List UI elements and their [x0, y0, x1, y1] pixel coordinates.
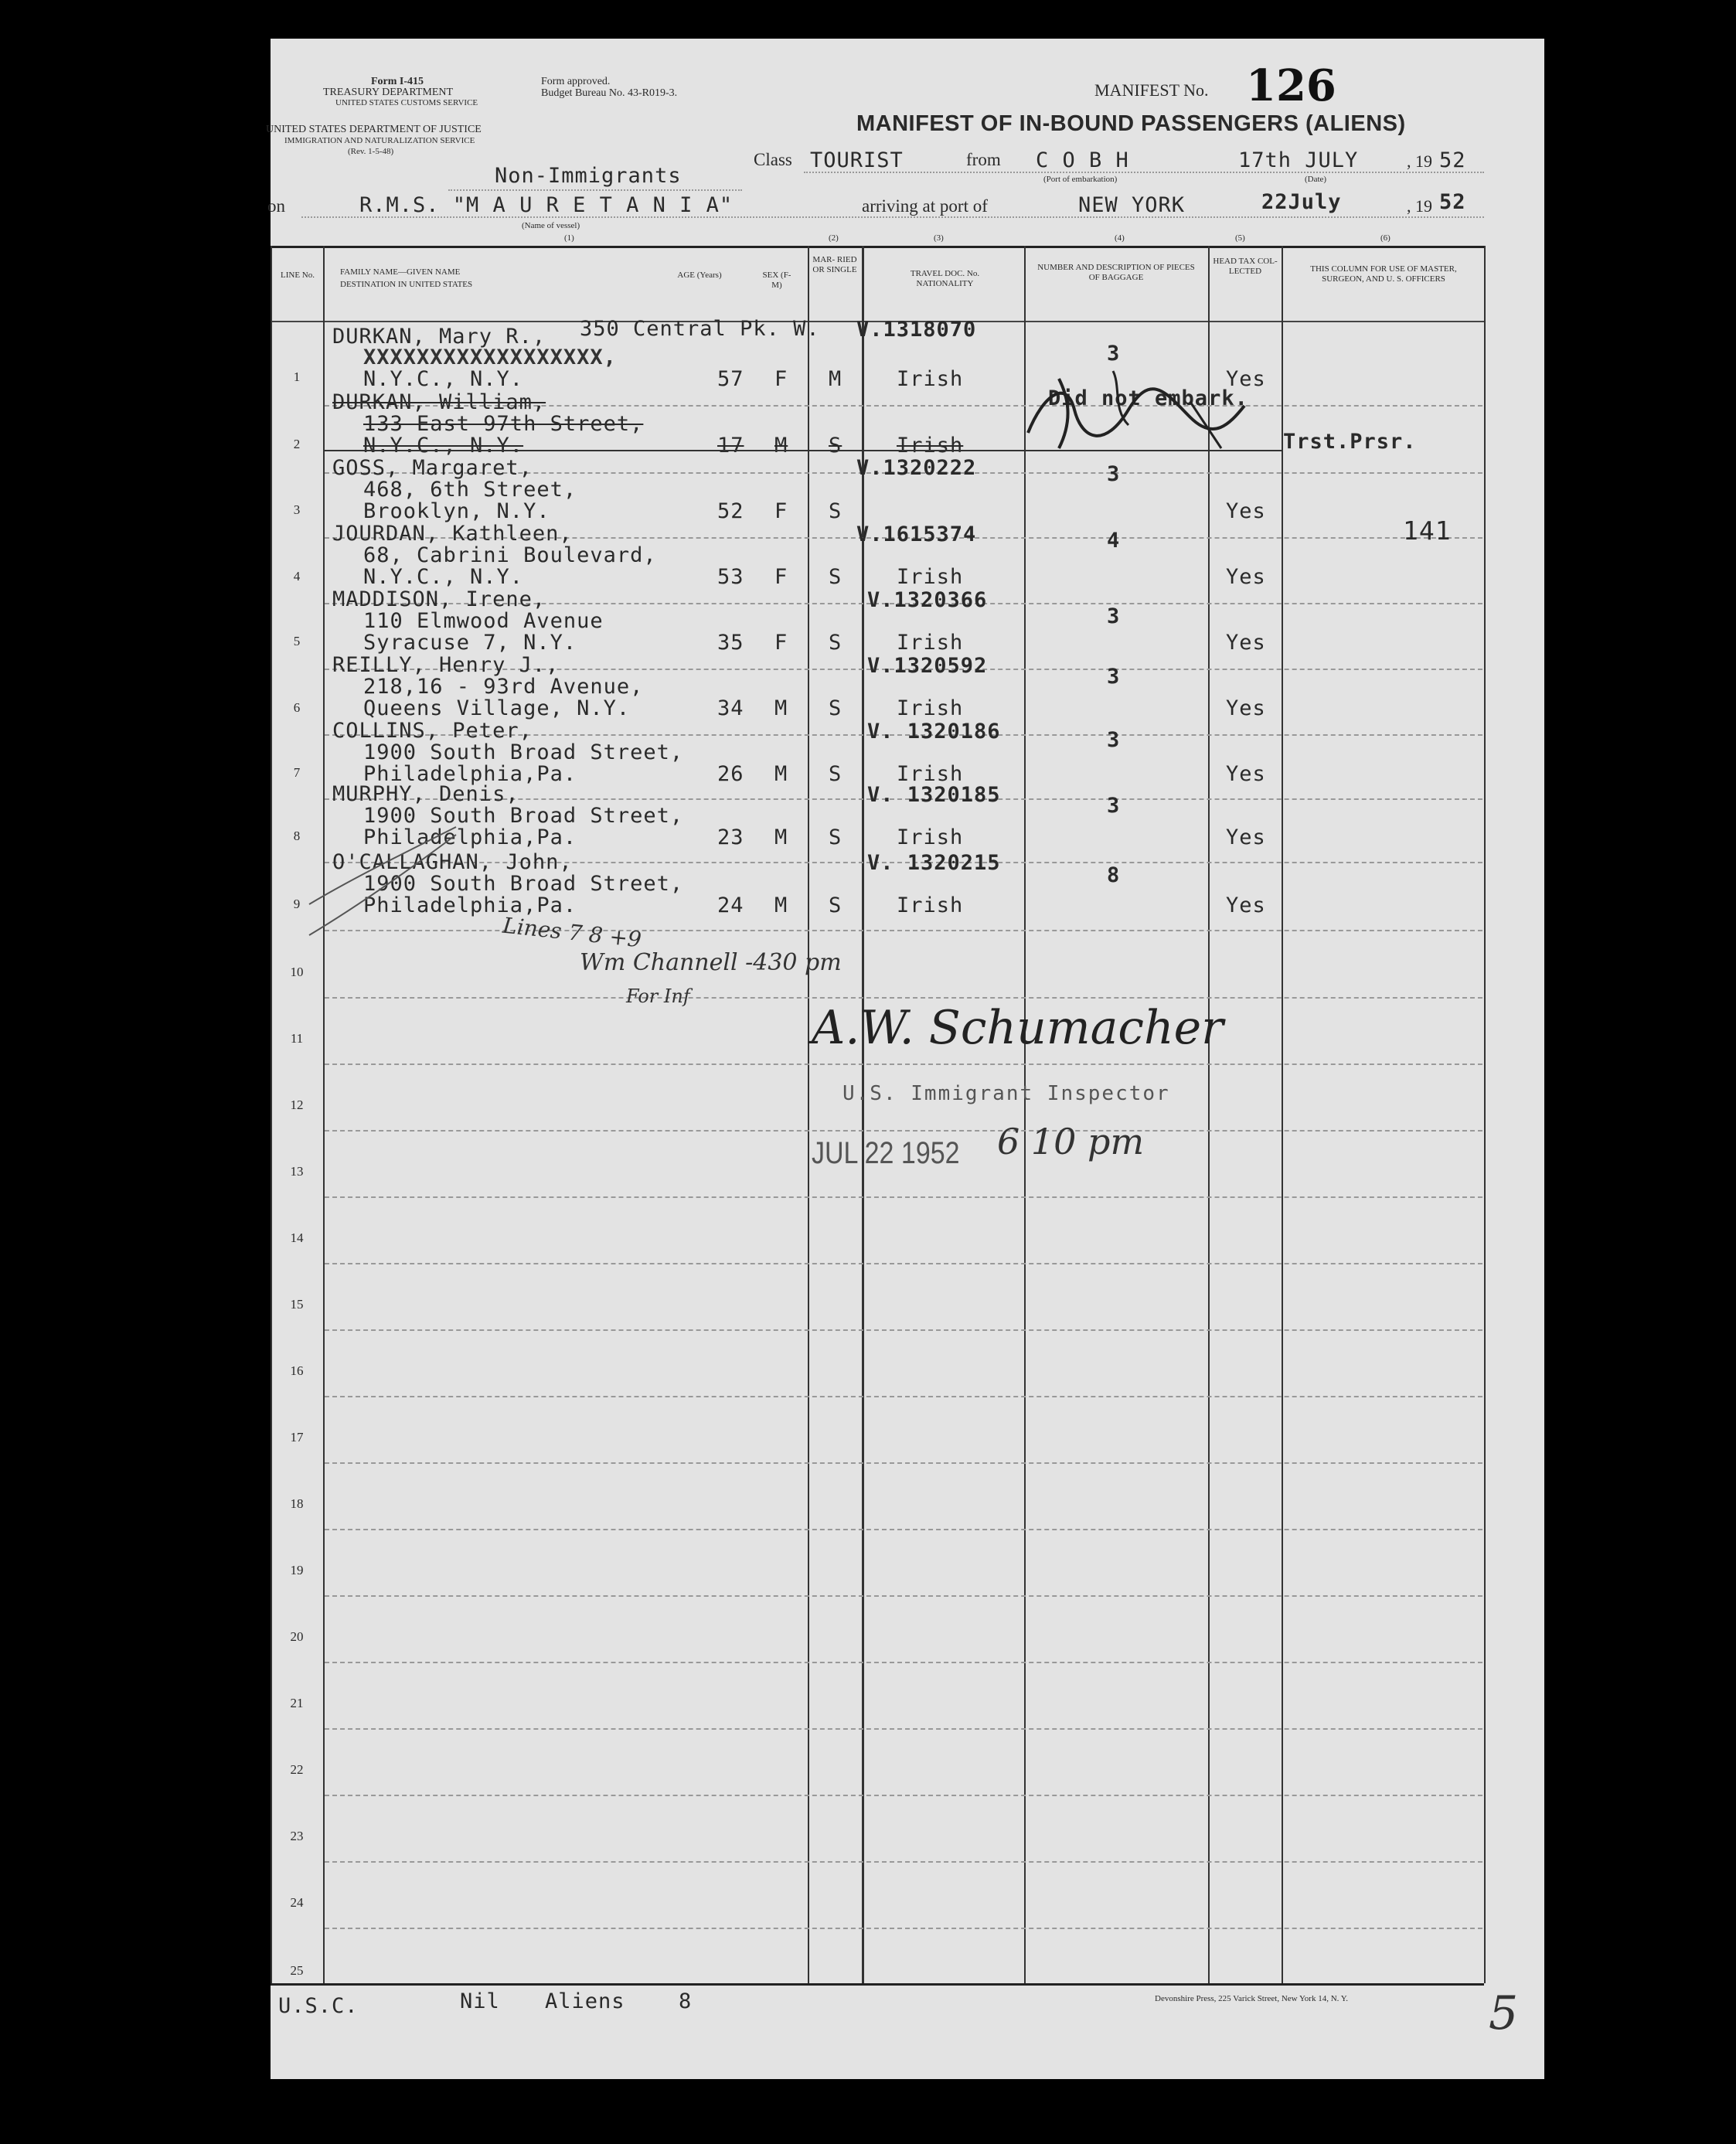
- col-name: FAMILY NAME—GIVEN NAME: [340, 267, 461, 277]
- passenger-age: 34: [717, 696, 744, 720]
- hand-name-note: Wm Channell -430 pm: [580, 949, 842, 976]
- passenger-married: S: [829, 696, 842, 720]
- punch-hole: [199, 1859, 237, 1896]
- nationality: Irish: [897, 367, 964, 391]
- passenger-name: MADDISON, Irene,: [332, 587, 546, 611]
- baggage: 3: [1107, 462, 1121, 486]
- baggage: 3: [1107, 342, 1121, 366]
- stamp-time: 6 10 pm: [997, 1121, 1145, 1162]
- inspector-signature: A.W. Schumacher: [812, 1001, 1224, 1055]
- nationality: Irish: [897, 631, 964, 655]
- line-number: 24: [290, 1895, 304, 1910]
- port-caption: (Port of embarkation): [1043, 175, 1118, 184]
- head-tax: Yes: [1226, 565, 1266, 589]
- passenger-address-1: 1900 South Broad Street,: [363, 804, 684, 828]
- officer-note: 141: [1403, 516, 1452, 546]
- passenger-married: S: [829, 434, 842, 458]
- on-label: on: [267, 196, 285, 216]
- line-number: 2: [293, 437, 301, 451]
- passenger-married: M: [829, 367, 842, 391]
- baggage: 3: [1107, 794, 1121, 818]
- arrival-date: 22July: [1261, 190, 1342, 214]
- col-line: LINE No.: [281, 271, 315, 280]
- vessel-name: R.M.S. "M A U R E T A N I A": [359, 193, 734, 217]
- hand-lines-note: Lines 7 8 +9: [501, 912, 643, 953]
- line-number: 19: [290, 1563, 304, 1577]
- did-not-embark: Did not embark.: [1048, 386, 1248, 410]
- line-number: 18: [290, 1496, 304, 1511]
- travel-doc: V.1320222: [856, 456, 977, 480]
- line-number: 1: [293, 369, 301, 384]
- passenger-married: S: [829, 565, 842, 589]
- date-caption: (Date): [1305, 175, 1327, 184]
- manifest-label: MANIFEST No.: [1094, 80, 1209, 100]
- passenger-address-2: N.Y.C., N.Y.: [363, 434, 524, 458]
- budget-bureau: Budget Bureau No. 43-R019-3.: [541, 87, 678, 99]
- line-number: 12: [290, 1098, 304, 1112]
- depart-year-prefix: , 19: [1407, 151, 1432, 171]
- passenger-address-2: Philadelphia,Pa.: [363, 762, 577, 786]
- nationality: Irish: [897, 434, 964, 458]
- line-number: 10: [290, 965, 304, 979]
- punch-hole: [199, 1727, 237, 1765]
- passenger-address-2: Philadelphia,Pa.: [363, 825, 577, 849]
- depart-date: 17th JULY: [1238, 148, 1359, 172]
- passenger-age: 24: [717, 893, 744, 917]
- passenger-age: 53: [717, 565, 744, 589]
- passenger-name: MURPHY, Denis,: [332, 782, 519, 806]
- usc-label: U.S.C.: [278, 1994, 359, 2018]
- passenger-age: 23: [717, 825, 744, 849]
- passenger-name: COLLINS, Peter,: [332, 719, 533, 743]
- passenger-address-1: 68, Cabrini Boulevard,: [363, 543, 657, 567]
- passenger-address-1: 110 Elmwood Avenue: [363, 609, 604, 633]
- class-value: TOURIST: [810, 148, 904, 172]
- nationality: Irish: [897, 825, 964, 849]
- head-tax: Yes: [1226, 696, 1266, 720]
- passenger-age: 52: [717, 499, 744, 523]
- passenger-address-2: Brooklyn, N.Y.: [363, 499, 550, 523]
- line-number: 20: [290, 1629, 304, 1644]
- col-baggage: NUMBER AND DESCRIPTION OF PIECES OF BAGGAGE: [1037, 263, 1195, 282]
- passenger-address-1: 1900 South Broad Street,: [363, 740, 684, 764]
- passenger-sex: F: [774, 499, 788, 523]
- col-age: AGE (Years): [677, 271, 722, 280]
- col-travel-doc: TRAVEL DOC. No. NATIONALITY: [910, 269, 980, 288]
- page-mark: 5: [1489, 1986, 1519, 2040]
- nil-label: Nil: [460, 1989, 500, 2013]
- col-num-2: (2): [829, 233, 839, 243]
- travel-doc: V. 1320185: [867, 783, 1001, 807]
- vessel-caption: (Name of vessel): [522, 221, 580, 230]
- passenger-sex: F: [774, 631, 788, 655]
- form-approved: Form approved.: [541, 76, 611, 87]
- line-number: 8: [293, 829, 301, 843]
- passenger-name: O'CALLAGHAN, John,: [332, 850, 573, 874]
- passenger-age: 57: [717, 367, 744, 391]
- line-number: 3: [293, 502, 301, 517]
- head-tax: Yes: [1226, 367, 1266, 391]
- customs-service: UNITED STATES CUSTOMS SERVICE: [335, 98, 478, 107]
- department-of-justice: UNITED STATES DEPARTMENT OF JUSTICE: [266, 124, 482, 135]
- passenger-sex: M: [774, 762, 788, 786]
- col-sex: SEX (F-M): [762, 271, 791, 290]
- passenger-address-2: N.Y.C., N.Y.: [363, 367, 524, 391]
- table-top-rule: [271, 246, 1484, 248]
- col-married: MAR- RIED OR SINGLE: [812, 255, 857, 274]
- passenger-address-1: 468, 6th Street,: [363, 478, 577, 502]
- officer-note: Trst.Prsr.: [1283, 430, 1417, 454]
- inspector-stamp: U.S. Immigrant Inspector: [842, 1082, 1170, 1105]
- head-tax: Yes: [1226, 762, 1266, 786]
- line-number: 17: [290, 1430, 304, 1445]
- table-bottom-rule: [271, 1983, 1484, 1986]
- stamp-date: JUL 22 1952: [812, 1136, 960, 1170]
- col-num-5: (5): [1235, 233, 1245, 243]
- passenger-sex: M: [774, 696, 788, 720]
- col-num-3: (3): [934, 233, 944, 243]
- passenger-address-2: Queens Village, N.Y.: [363, 696, 631, 720]
- passenger-married: S: [829, 499, 842, 523]
- passenger-married: S: [829, 762, 842, 786]
- line-number: 7: [293, 765, 301, 780]
- line-number: 25: [290, 1963, 304, 1978]
- baggage: 3: [1107, 665, 1121, 689]
- immigration-service: IMMIGRATION AND NATURALIZATION SERVICE: [284, 136, 475, 145]
- line-number: 11: [290, 1031, 304, 1046]
- arrival-year-prefix: , 19: [1407, 196, 1432, 216]
- travel-doc: V.1318070: [856, 318, 977, 342]
- class-label: Class: [754, 150, 792, 169]
- passenger-married: S: [829, 893, 842, 917]
- passenger-married: S: [829, 825, 842, 849]
- passenger-sex: F: [774, 367, 788, 391]
- passenger-address-1: 1900 South Broad Street,: [363, 872, 684, 896]
- passenger-married: S: [829, 631, 842, 655]
- line-number: 22: [290, 1762, 304, 1777]
- head-tax: Yes: [1226, 631, 1266, 655]
- travel-doc: V.1320366: [867, 588, 988, 612]
- travel-doc: V.1615374: [856, 522, 977, 546]
- passenger-sex: F: [774, 565, 788, 589]
- baggage: 3: [1107, 728, 1121, 752]
- passenger-address-1: 350 Central Pk. W.: [580, 317, 820, 341]
- manifest-page: [266, 39, 1544, 2079]
- manifest-number: 126: [1246, 60, 1336, 111]
- col-destination: DESTINATION IN UNITED STATES: [340, 280, 473, 289]
- passenger-address-1: 133 East 97th Street,: [363, 412, 644, 436]
- printer-credit: Devonshire Press, 225 Varick Street, New York 14, N. Y.: [1155, 1994, 1349, 2003]
- passenger-age: 17: [717, 434, 744, 458]
- col-num-4: (4): [1115, 233, 1125, 243]
- passenger-address-2: Syracuse 7, N.Y.: [363, 631, 577, 655]
- vessel-col: (1): [564, 233, 574, 243]
- punch-hole: [199, 205, 237, 242]
- punch-hole: [199, 1210, 237, 1247]
- depart-year: 52: [1439, 148, 1466, 172]
- passenger-address-2: Philadelphia,Pa.: [363, 893, 577, 917]
- passenger-name: JOURDAN, Kathleen,: [332, 522, 573, 546]
- nationality: Irish: [897, 893, 964, 917]
- line-number: 15: [290, 1297, 304, 1312]
- punch-hole: [199, 533, 237, 570]
- from-label: from: [966, 150, 1001, 169]
- line-number: 6: [293, 700, 301, 715]
- passenger-sex: M: [774, 825, 788, 849]
- punch-hole: [199, 680, 237, 717]
- line-number: 9: [293, 897, 301, 911]
- passenger-name: REILLY, Henry J.,: [332, 653, 560, 677]
- line-number: 13: [290, 1164, 304, 1179]
- travel-doc: V. 1320215: [867, 851, 1001, 875]
- line-number: 4: [293, 569, 301, 584]
- line-number: 23: [290, 1829, 304, 1843]
- revision: (Rev. 1-5-48): [348, 147, 394, 156]
- head-tax: Yes: [1226, 893, 1266, 917]
- hand-for-note: For Inf: [626, 985, 690, 1007]
- passenger-name: GOSS, Margaret,: [332, 456, 533, 480]
- line-number: 5: [293, 634, 301, 648]
- passenger-address-struck: XXXXXXXXXXXXXXXXXX,: [363, 345, 617, 369]
- travel-doc: V.1320592: [867, 654, 988, 678]
- passenger-name: DURKAN, Mary R.,: [332, 325, 546, 349]
- baggage: 4: [1107, 529, 1121, 553]
- passenger-sex: M: [774, 434, 788, 458]
- nationality: Irish: [897, 565, 964, 589]
- col-officers: THIS COLUMN FOR USE OF MASTER, SURGEON, AND U. S. OFFICERS: [1310, 264, 1457, 284]
- passenger-age: 26: [717, 762, 744, 786]
- head-tax: Yes: [1226, 825, 1266, 849]
- nationality: Irish: [897, 762, 964, 786]
- arrival-year: 52: [1439, 190, 1466, 214]
- col-head-tax: HEAD TAX COL- LECTED: [1213, 257, 1278, 276]
- baggage: 8: [1107, 863, 1121, 887]
- bracket-marks: [301, 819, 479, 951]
- passenger-address-2: N.Y.C., N.Y.: [363, 565, 524, 589]
- form-number: Form I-415: [371, 76, 424, 87]
- punch-hole: [199, 1005, 237, 1042]
- col-num-6: (6): [1380, 233, 1391, 243]
- handwritten-initials: [1013, 363, 1260, 464]
- passenger-age: 35: [717, 631, 744, 655]
- travel-doc: V. 1320186: [867, 720, 1001, 744]
- passenger-sex: M: [774, 893, 788, 917]
- category: Non-Immigrants: [495, 164, 682, 188]
- manifest-title: MANIFEST OF IN-BOUND PASSENGERS (ALIENS): [856, 111, 1406, 136]
- baggage: 3: [1107, 604, 1121, 628]
- arriving-label: arriving at port of: [862, 196, 988, 216]
- passenger-name: DURKAN, William,: [332, 390, 546, 414]
- aliens-count: 8: [679, 1989, 693, 2013]
- passenger-address-1: 218,16 - 93rd Avenue,: [363, 675, 644, 699]
- aliens-label: Aliens: [545, 1989, 625, 2013]
- treasury-department: TREASURY DEPARTMENT: [323, 87, 454, 98]
- nationality: Irish: [897, 696, 964, 720]
- line-number: 14: [290, 1230, 304, 1245]
- arrival-port: NEW YORK: [1078, 193, 1186, 217]
- from-value: C O B H: [1036, 148, 1129, 172]
- line-number: 21: [290, 1696, 304, 1710]
- head-tax: Yes: [1226, 499, 1266, 523]
- line-number: 16: [290, 1363, 304, 1378]
